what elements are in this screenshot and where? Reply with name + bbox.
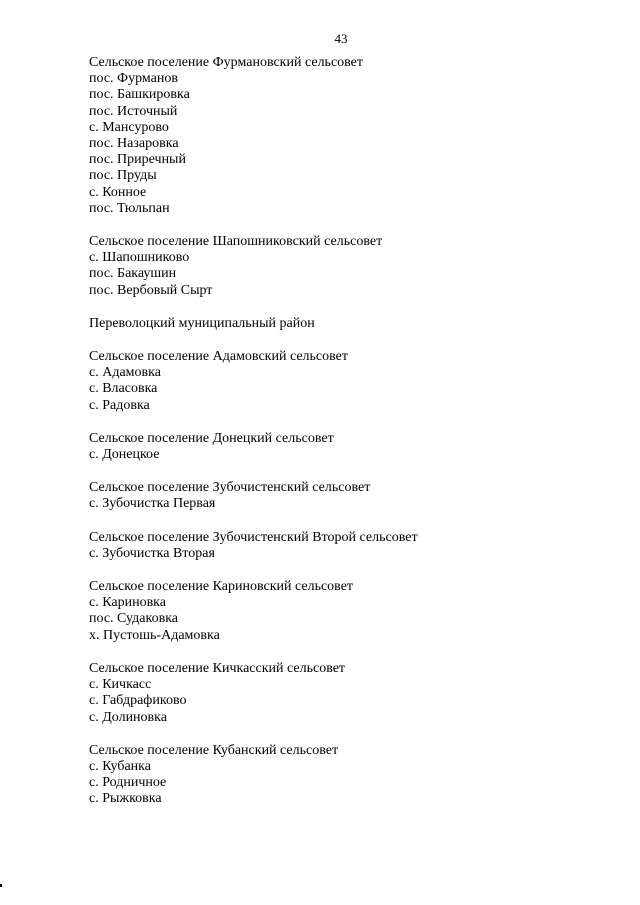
settlement-block xyxy=(89,349,619,414)
locality-item: пос. Пруды xyxy=(89,168,157,184)
locality-item: пос. Судаковка xyxy=(89,611,179,627)
locality-item: с. Кубанка xyxy=(89,758,151,774)
locality-item: с. Кичкасс xyxy=(89,677,152,693)
locality-item: пос. Назаровка xyxy=(89,136,179,152)
locality-item: пос. Приречный xyxy=(89,152,186,168)
locality-item: с. Конное xyxy=(89,184,147,200)
section-heading: Сельское поселение Донецкий сельсовет xyxy=(89,430,334,446)
settlement-block xyxy=(89,579,619,644)
section-heading: Сельское поселение Адамовский сельсовет xyxy=(89,349,348,365)
locality-item: с. Мансурово xyxy=(89,119,169,135)
locality-item: с. Донецкое xyxy=(89,447,160,463)
settlement-block xyxy=(89,316,619,332)
settlement-block xyxy=(89,480,619,512)
locality-item: пос. Источный xyxy=(89,103,178,119)
locality-item: х. Пустошь-Адамовка xyxy=(89,627,220,643)
locality-item: с. Адамовка xyxy=(89,365,161,381)
section-heading: Сельское поселение Шапошниковский сельсовет xyxy=(89,234,383,250)
locality-item: пос. Тюльпан xyxy=(89,200,170,216)
section-heading: Сельское поселение Зубочистенский Второй сельсовет xyxy=(89,529,418,545)
settlement-block xyxy=(89,530,619,562)
settlement-block xyxy=(89,431,619,463)
locality-item: пос. Бакаушин xyxy=(89,266,177,282)
document-body xyxy=(89,55,619,825)
section-heading: Сельское поселение Фурмановский сельсовет xyxy=(89,55,364,70)
section-heading: Сельское поселение Кариновский сельсовет xyxy=(89,579,354,595)
section-heading: Сельское поселение Кичкасский сельсовет xyxy=(89,660,346,676)
settlement-block xyxy=(89,661,619,726)
locality-item: с. Долиновка xyxy=(89,709,167,725)
locality-item: с. Рыжковка xyxy=(89,791,162,807)
section-heading: Переволоцкий муниципальный район xyxy=(89,315,315,331)
section-heading: Сельское поселение Кубанский сельсовет xyxy=(89,742,339,758)
settlement-block xyxy=(89,55,619,217)
scan-artifact-mark xyxy=(0,884,2,887)
locality-item: с. Шапошниково xyxy=(89,250,190,266)
page-number: 43 xyxy=(334,31,348,46)
locality-item: с. Радовка xyxy=(89,397,150,413)
locality-item: пос. Вербовый Сырт xyxy=(89,282,213,298)
locality-item: пос. Фурманов xyxy=(89,71,178,87)
locality-item: с. Власовка xyxy=(89,381,158,397)
locality-item: с. Зубочистка Вторая xyxy=(89,545,215,561)
locality-item: с. Зубочистка Первая xyxy=(89,496,216,512)
locality-item: с. Кариновка xyxy=(89,595,166,611)
section-heading: Сельское поселение Зубочистенский сельсовет xyxy=(89,480,371,496)
locality-item: с. Родничное xyxy=(89,775,167,791)
settlement-block xyxy=(89,234,619,299)
locality-item: с. Габдрафиково xyxy=(89,693,187,709)
locality-item: пос. Башкировка xyxy=(89,87,190,103)
settlement-block xyxy=(89,743,619,808)
